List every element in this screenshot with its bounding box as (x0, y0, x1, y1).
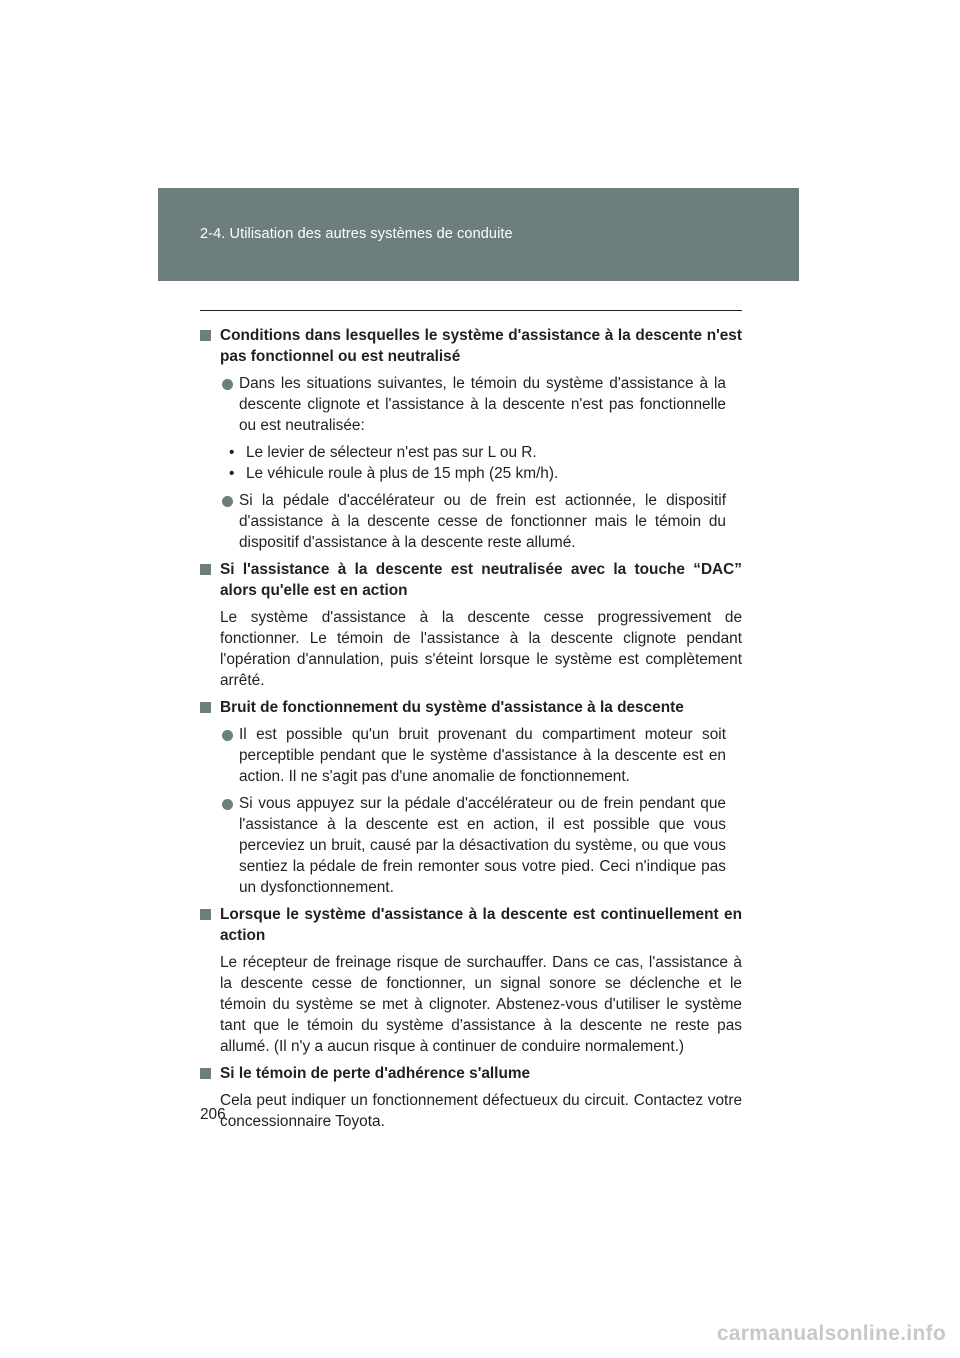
bullet-item: Si la pédale d'accélérateur ou de frein est actionnée, le dispositif d'assistance à la descente cesse de fonctionner mais le témoin du dispositif d'assistance à la descente reste allumé. (200, 490, 742, 553)
bullet-item: Dans les situations suivantes, le témoin du système d'assistance à la descente clignote et l'assistance à la descente n'est pas fonctionnelle ou est neutralisée: (200, 373, 742, 436)
section-heading: Si l'assistance à la descente est neutralisée avec la touche “DAC” alors qu'elle est en action (200, 559, 742, 601)
divider (200, 310, 742, 311)
section-heading: Conditions dans lesquelles le système d'assistance à la descente n'est pas fonctionnel ou est neutralisé (200, 325, 742, 367)
section-title: 2-4. Utilisation des autres systèmes de conduite (200, 226, 513, 242)
square-bullet-icon (200, 330, 211, 341)
paragraph: Le récepteur de freinage risque de surchauffer. Dans ce cas, l'assistance à la descente cesse de fonctionner, un signal sonore se déclenche et le témoin du système se met à clignoter. Abstenez-vous d'utiliser le système tant que le témoin du système d'assistance à la descente ne reste pas allumé. (Il n'y a aucun risque à continuer de conduire normalement.) (220, 954, 742, 1055)
sub-item: • Le levier de sélecteur n'est pas sur L ou R. (229, 444, 537, 461)
section-heading: Bruit de fonctionnement du système d'assistance à la descente (200, 697, 742, 718)
watermark: carmanualsonline.info (716, 1322, 946, 1345)
sub-list (200, 442, 742, 484)
page-content (200, 325, 742, 1138)
dot-marker-icon: • (229, 465, 235, 482)
square-bullet-icon (200, 702, 211, 713)
circle-bullet-icon (222, 799, 233, 810)
square-bullet-icon (200, 564, 211, 575)
circle-bullet-icon (222, 730, 233, 741)
paragraph: Le système d'assistance à la descente cesse progressivement de fonctionner. Le témoin de l'assistance à la descente clignote pendant l'opération d'annulation, puis s'éteint lorsque le système est complètement arrêté. (220, 609, 742, 689)
square-bullet-icon (200, 1068, 211, 1079)
section-heading: Si le témoin de perte d'adhérence s'allume (200, 1063, 742, 1084)
circle-bullet-icon (222, 379, 233, 390)
square-bullet-icon (200, 909, 211, 920)
dot-marker-icon: • (229, 444, 235, 461)
bullet-item: Il est possible qu'un bruit provenant du compartiment moteur soit perceptible pendant que le système d'assistance à la descente est en action. Il ne s'agit pas d'une anomalie de fonctionnement. (200, 724, 742, 787)
bullet-item: Si vous appuyez sur la pédale d'accélérateur ou de frein pendant que l'assistance à la descente est en action, il est possible que vous perceviez un bruit, causé par la désactivation du système, ou que vous sentiez la pédale de frein remonter sous votre pied. Ceci n'indique pas un dysfonctionnement. (200, 793, 742, 898)
page-number: 206 (200, 1106, 226, 1123)
paragraph: Cela peut indiquer un fonctionnement défectueux du circuit. Contactez votre concessionnaire Toyota. (220, 1092, 742, 1130)
circle-bullet-icon (222, 496, 233, 507)
section-heading: Lorsque le système d'assistance à la descente est continuellement en action (200, 904, 742, 946)
sub-item: • Le véhicule roule à plus de 15 mph (25 km/h). (229, 465, 559, 482)
header-band (158, 188, 799, 281)
